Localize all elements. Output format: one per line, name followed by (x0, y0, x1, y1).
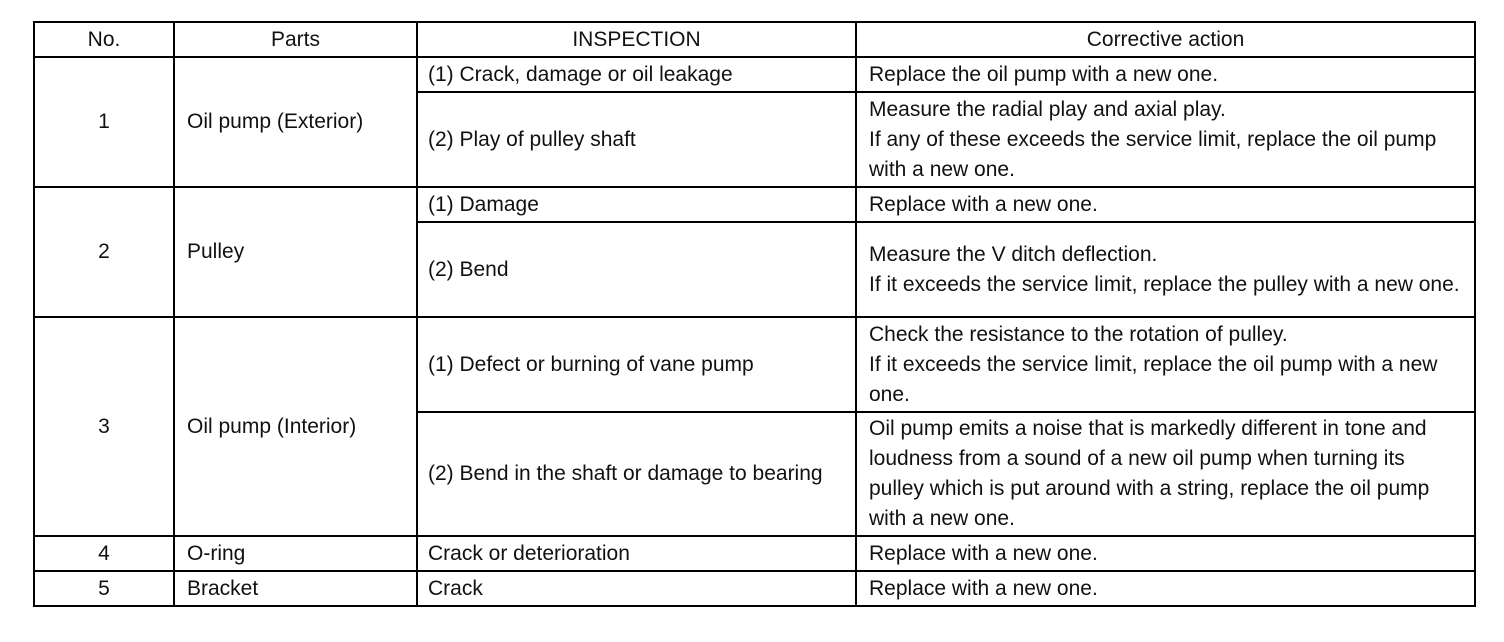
inspection-item: (1) Crack, damage or oil leakage (417, 57, 856, 92)
header-corrective-action: Corrective action (856, 22, 1475, 57)
corrective-action: Replace with a new one. (856, 571, 1475, 606)
row-number: 3 (34, 317, 174, 536)
header-no: No. (34, 22, 174, 57)
inspection-item: (2) Play of pulley shaft (417, 92, 856, 187)
row-number: 5 (34, 571, 174, 606)
table-row (34, 57, 1475, 92)
corrective-action (856, 92, 1475, 187)
inspection-item: (2) Bend in the shaft or damage to bearing (417, 412, 856, 536)
corrective-action: Replace with a new one. (856, 187, 1475, 222)
inspection-item: Crack or deterioration (417, 536, 856, 571)
corrective-action (856, 317, 1475, 412)
table-row (34, 317, 1475, 412)
table-row (34, 571, 1475, 606)
corrective-action: Replace with a new one. (856, 536, 1475, 571)
inspection-item: (2) Bend (417, 222, 856, 317)
part-name: Bracket (174, 571, 417, 606)
corrective-action-text: Measure the V ditch deflection. If it exceeds the service limit, replace the pulley with a new one. (869, 242, 1460, 296)
row-number: 4 (34, 536, 174, 571)
corrective-action-text: Oil pump emits a noise that is markedly different in tone and loudness from a sound of a new oil pump when turning its pulley which is put around with a string, replace the oil pump with a new one. (869, 417, 1430, 530)
corrective-action-text: Measure the radial play and axial play. If any of these exceeds the service limit, replace the oil pump with a new one. (869, 97, 1437, 181)
part-name: Oil pump (Interior) (174, 317, 417, 536)
inspection-item: Crack (417, 571, 856, 606)
corrective-action-text: Check the resistance to the rotation of pulley. If it exceeds the service limit, replace the oil pump with a new one. (869, 322, 1438, 406)
row-number: 2 (34, 187, 174, 317)
part-name: Oil pump (Exterior) (174, 57, 417, 187)
header-inspection: INSPECTION (417, 22, 856, 57)
header-parts: Parts (174, 22, 417, 57)
table-row (34, 187, 1475, 222)
row-number: 1 (34, 57, 174, 187)
inspection-item: (1) Damage (417, 187, 856, 222)
table-row (34, 536, 1475, 571)
part-name: Pulley (174, 187, 417, 317)
inspection-item: (1) Defect or burning of vane pump (417, 317, 856, 412)
part-name: O-ring (174, 536, 417, 571)
corrective-action (856, 222, 1475, 317)
inspection-table (33, 21, 1476, 607)
corrective-action (856, 412, 1475, 536)
header-row (34, 22, 1475, 57)
corrective-action: Replace the oil pump with a new one. (856, 57, 1475, 92)
